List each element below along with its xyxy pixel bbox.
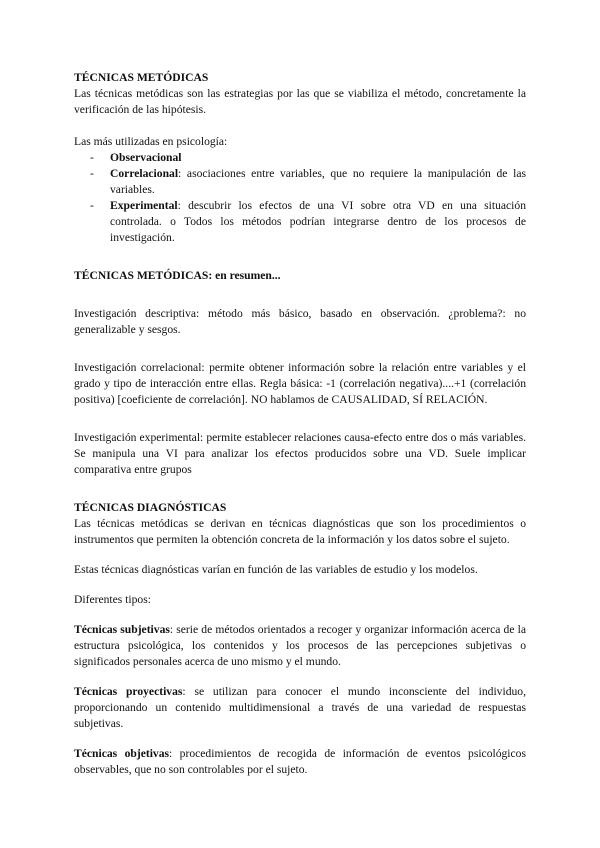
type-term: Técnicas objetivas [74,747,170,760]
type-text: : se utilizan para conocer el mundo inconsciente del individuo, proporcionando un contenido multidimensional a través de una variedad de respuestas subjetivas. [74,685,526,730]
list-item-observacional [90,150,526,166]
paragraph-descriptiva: Investigación descriptiva: método más básico, basado en observación. ¿problema?: no generalizable y sesgos. [74,307,526,336]
paragraph-experimental: Investigación experimental: permite establecer relaciones causa-efecto entre dos o más variables. Se manipula una VI para analizar los efectos producidos sobre una VD. Suele implicar comparativa entre grupos [74,431,526,476]
paragraph-diferentes-tipos: Diferentes tipos: [74,593,151,606]
section-heading-resumen: TÉCNICAS METÓDICAS: en resumen... [74,269,281,282]
type-text: : procedimientos de recogida de información de eventos psicológicos observables, que no son controlables por el sujeto. [74,747,526,776]
list-term: Experimental [110,199,178,212]
paragraph-tecnicas-proyectivas [74,684,526,732]
type-term: Técnicas subjetivas [74,623,170,636]
paragraph-tecnicas-objetivas [74,746,526,778]
section-heading-diagnosticas: TÉCNICAS DIAGNÓSTICAS [74,501,227,514]
list-intro: Las más utilizadas en psicología: [74,135,228,148]
list-text: : asociaciones entre variables, que no requiere la manipulación de las variables. [110,167,526,196]
list-item-correlacional [90,166,526,198]
list-term: Correlacional [110,167,179,180]
section-heading-tecnicas-metodicas: TÉCNICAS METÓDICAS [74,71,209,84]
paragraph-intro: Las técnicas metódicas son las estrategias por las que se viabiliza el método, concretamente la verificación de las hipótesis. [74,87,526,116]
list-item-experimental [90,198,526,246]
paragraph-diagnosticas-intro: Las técnicas metódicas se derivan en técnicas diagnósticas que son los procedimientos o instrumentos que permiten la obtención concreta de la información y los datos sobre el sujeto. [74,517,526,546]
methods-list [74,150,526,246]
paragraph-tecnicas-subjetivas [74,622,526,670]
paragraph-correlacional: Investigación correlacional: permite obtener información sobre la relación entre variables y el grado y tipo de interacción entre ellas. Regla básica: -1 (correlación negativa)....+1 (correlación positiva) [coeficiente de correlación]. NO hablamos de CAUSALIDAD, SÍ RELACIÓN. [74,361,526,406]
type-text: : serie de métodos orientados a recoger y organizar información acerca de la estructura psicológica, los contenidos y los procesos de las percepciones subjetivas o significados personales acerca de uno mismo y el mundo. [74,623,526,668]
list-term: Observacional [110,151,182,164]
paragraph-diagnosticas-variacion: Estas técnicas diagnósticas varían en función de las variables de estudio y los modelos. [74,563,478,576]
list-text: : descubrir los efectos de una VI sobre otra VD en una situación controlada. o Todos los métodos podrían integrarse dentro de los procesos de investigación. [110,199,526,244]
type-term: Técnicas proyectivas [74,685,183,698]
